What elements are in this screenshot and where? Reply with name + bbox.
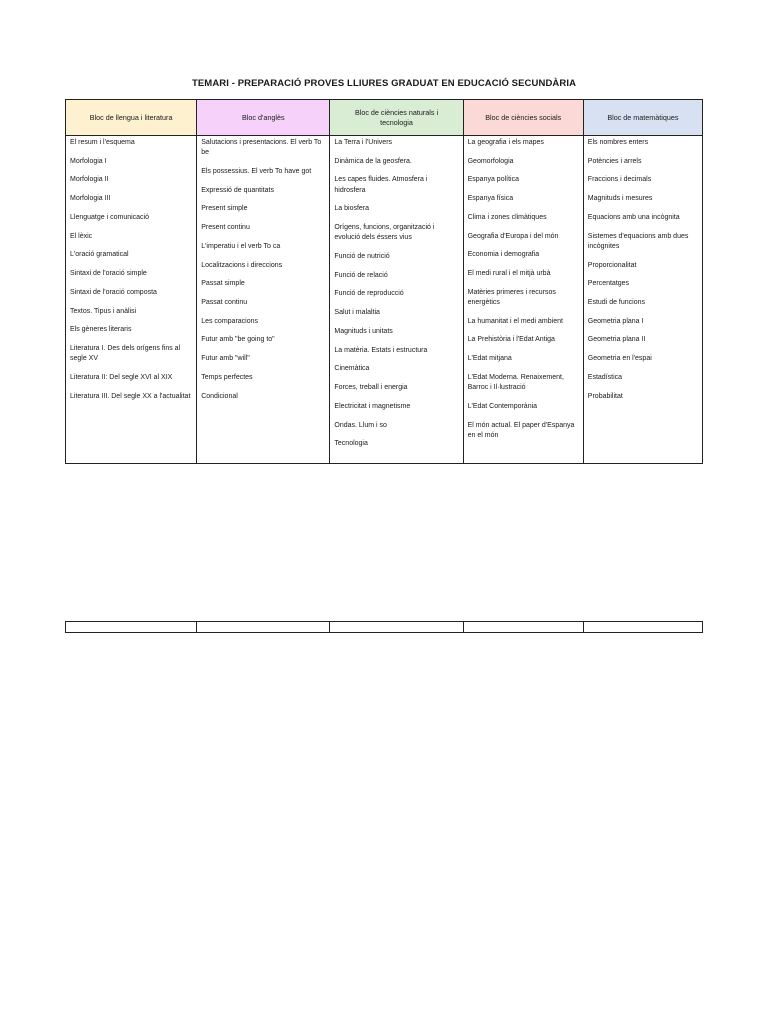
header-row (66, 100, 703, 136)
topic-item: Percentatges (587, 280, 630, 288)
topic-item: Passat continu (201, 299, 248, 307)
topic-item: Literatura III. Del segle XX a l'actualitat (70, 392, 191, 400)
topic-item: Geometria plana I (587, 317, 644, 325)
topics-cell-matematiques (583, 136, 702, 464)
syllabus-table (65, 99, 703, 464)
column-header-ciencies-socials: Bloc de ciències socials (463, 100, 583, 136)
document-title: TEMARI - PREPARACIÓ PROVES LLIURES GRADUAT EN EDUCACIÓ SECUNDÀRIA (191, 78, 577, 89)
topic-item: L'oració gramatical (70, 251, 129, 259)
empty-cell (583, 622, 702, 633)
topic-item: Textos. Tipus i anàlisi (70, 307, 137, 315)
topic-item: Literatura I. Des dels orígens fins al segle XV (70, 345, 181, 363)
topics-cell-angles (197, 136, 330, 464)
topic-item: Sintaxi de l'oració simple (70, 270, 147, 278)
topic-list-ciencies-socials (468, 138, 579, 441)
topic-item: Probabilitat (587, 392, 623, 400)
topic-item: La Prehistòria i l'Edat Antiga (467, 336, 555, 344)
topic-item: Futur amb "will" (201, 355, 250, 363)
topic-item: Estadística (587, 373, 623, 381)
column-header-angles: Bloc d'anglès (197, 100, 330, 136)
topic-item: Geometria en l'espai (587, 355, 652, 363)
topic-item: La humanitat i el medi ambient (467, 317, 563, 325)
topic-item: Present continu (201, 224, 250, 232)
topic-item: La biosfera (334, 205, 370, 213)
topic-list-angles (201, 138, 325, 402)
empty-cell (463, 622, 583, 633)
empty-cell (330, 622, 463, 633)
topic-item: Tecnologia (334, 440, 368, 448)
topic-item: Morfologia II (70, 176, 109, 184)
topic-item: Morfologia III (70, 195, 111, 203)
topic-item: Funció de nutrició (334, 252, 390, 260)
topic-item: Futur amb "be going to" (201, 336, 275, 344)
topic-item: Estudi de funcions (587, 299, 645, 307)
topics-cell-ciencies-socials (463, 136, 583, 464)
topic-item: La matèria. Estats i estructura (334, 346, 428, 354)
topic-item: Geografia d'Europa i del món (467, 232, 559, 240)
topic-item: Condicional (201, 392, 238, 400)
topic-item: Espanya física (467, 195, 514, 203)
empty-table-row (65, 621, 703, 633)
topic-item: El resum i l'esquema (70, 139, 135, 146)
topic-item: Economia i demografia (467, 251, 540, 259)
topic-item: Forces, treball i energia (334, 384, 408, 392)
topic-item: Passat simple (201, 280, 245, 288)
topic-item: Salut i malaltia (334, 309, 380, 317)
topic-list-matematiques (588, 138, 698, 402)
topic-item: L'imperatiu i el verb To ca (201, 242, 281, 250)
topic-item: Geomorfologia (467, 157, 514, 165)
topics-cell-llengua (66, 136, 197, 464)
topic-item: Geometria plana II (587, 336, 646, 344)
topic-item: Matèries primeres i recursos energètics (467, 288, 556, 307)
topic-item: Literatura II: Del segle XVI al XIX (70, 373, 173, 381)
topic-item: Sintaxi de l'oració composta (70, 288, 157, 296)
topic-item: Ondas. Llum i so (334, 421, 387, 429)
topic-list-ciencies-naturals (334, 138, 458, 449)
topic-item: L'Edat Moderna. Renaixement, Barroc i Il·lustració (467, 373, 564, 392)
topic-item: Electricitat i magnetisme (334, 402, 411, 410)
topic-item: Cinemàtica (334, 365, 370, 373)
empty-cell (66, 622, 197, 633)
topic-item: Funció de reproducció (334, 290, 404, 298)
topic-item: L'Edat mitjana (467, 355, 512, 363)
topic-item: Temps perfectes (201, 373, 253, 381)
topic-item: Llenguatge i comunicació (70, 213, 149, 221)
topic-item: Proporcionalitat (587, 261, 637, 269)
topics-cell-ciencies-naturals (330, 136, 463, 464)
topic-item: Expressió de quantitats (201, 186, 274, 194)
topic-item: La geografia i els mapes (467, 139, 544, 146)
topic-item: Les capes fluides. Atmosfera i hidrosfera (334, 176, 428, 194)
topic-item: Potències i arrels (587, 157, 642, 165)
empty-cell (197, 622, 330, 633)
topic-item: Sistemes d'equacions amb dues incògnites (587, 232, 689, 250)
topic-item: Els possessius. El verb To have got (201, 167, 312, 175)
topic-item: Els gèneres literaris (70, 326, 132, 334)
column-header-ciencies-naturals: Bloc de ciències naturals i tecnologia (330, 100, 463, 136)
topic-item: Orígens, funcions, organització i evolució dels éssers vius (334, 224, 435, 242)
topic-item: Clima i zones climàtiques (467, 213, 547, 221)
topic-item: Les comparacions (201, 317, 259, 325)
column-header-matematiques: Bloc de matemàtiques (583, 100, 702, 136)
topic-item: Localitzacions i direccions (201, 261, 283, 269)
topic-item: Els nombres enters (587, 139, 649, 146)
topics-row (66, 136, 703, 464)
topic-item: Fraccions i decimals (587, 176, 652, 184)
topic-item: Magnituds i mesures (587, 195, 653, 203)
topic-item: El medi rural i el mitjà urbà (467, 270, 551, 278)
topic-item: El lèxic (70, 232, 93, 240)
topic-item: Funció de relació (334, 271, 388, 279)
topic-item: Morfologia I (70, 157, 107, 165)
topic-item: Espanya política (467, 176, 519, 184)
topic-item: Magnituds i unitats (334, 327, 393, 335)
topic-item: Equacions amb una incògnita (587, 213, 680, 221)
topic-list-llengua (70, 138, 192, 402)
column-header-llengua: Bloc de llengua i literatura (66, 100, 197, 136)
topic-item: Dinàmica de la geosfera. (334, 157, 412, 165)
topic-item: La Terra i l'Univers (334, 139, 393, 146)
topic-item: L'Edat Contemporània (467, 402, 538, 410)
topic-item: Present simple (201, 205, 248, 213)
topic-item: Salutacions i presentacions. El verb To be (201, 139, 322, 157)
topic-item: El món actual. El paper d'Espanya en el món (467, 421, 575, 439)
